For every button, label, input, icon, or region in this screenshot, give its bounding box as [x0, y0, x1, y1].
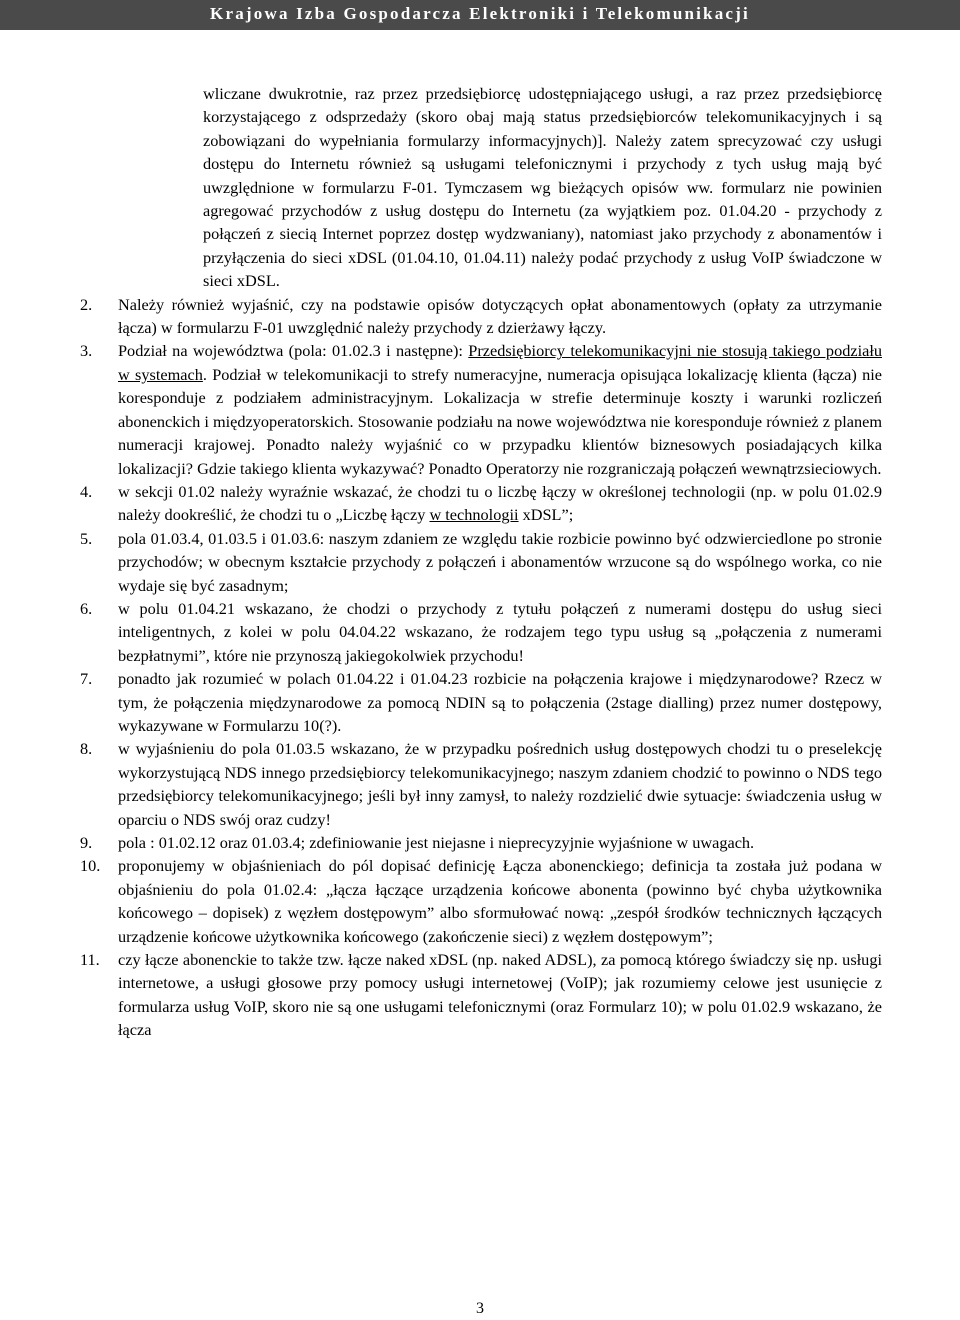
- item-number: 6.: [80, 598, 93, 618]
- item-text: pola : 01.02.12 oraz 01.03.4; zdefiniowanie jest niejasne i nieprecyzyjnie wyjaśnione w uwagach.: [118, 833, 755, 852]
- item-text: ponadto jak rozumieć w polach 01.04.22 i 01.04.23 rozbicie na połączenia krajowe i międzynarodowe? Rzecz w tym, że połączenia międzynarodowe za pomocą NDIN są to połączenia (2stage dialling) przez numer dostępowy, wykazywane w Formularzu 10(?).: [118, 669, 882, 735]
- item-number: 5.: [80, 528, 93, 548]
- document-body: [80, 82, 882, 1042]
- item-number: 10.: [80, 856, 101, 876]
- item-number: 8.: [80, 739, 93, 759]
- item-number: 3.: [80, 341, 93, 361]
- item-number: 4.: [80, 481, 93, 501]
- list-item: [80, 667, 882, 737]
- continuation-paragraph: wliczane dwukrotnie, raz przez przedsiębiorcę udostępniającego usługi, a raz przez przedsiębiorcę korzystającego z odsprzedaży (skoro obaj mają status przedsiębiorców telekomunikacyjnych i są zobowiązani do wypełniania formularzy informacyjnych)]. Należy zatem sprecyzować czy usługi dostępu do Internetu również są usługami telefonicznymi i przychody z tych usług mają być uwzględnione w formularzu F-01. Tymczasem wg bieżących opisów ww. formularz nie powinien agregować przychodów z usług dostępu do Internetu (za wyjątkiem poz. 01.04.20 - przychody z połączeń z siecią Internet poprzez dostęp wydzwaniany), natomiast jako przychody z abonamentów i przyłączenia do sieci xDSL (01.04.10, 01.04.11) należy podać przychody z usług VoIP świadczone w sieci xDSL.: [203, 84, 882, 291]
- item-text: w polu 01.04.21 wskazano, że chodzi o przychody z tytułu połączeń z numerami dostępu do usług sieci inteligentnych, z kolei w polu 04.04.22 wskazano, że rodzajem tego typu usług są „połączenia z numerami bezpłatnymi”, które nie przynoszą jakiegokolwiek przychodu!: [118, 598, 882, 665]
- item-text: Należy również wyjaśnić, czy na podstawie opisów dotyczących opłat abonamentowych (opłaty za utrzymanie łącza) w formularzu F-01 uwzględnić należy przychody z dzierżawy łączy.: [118, 294, 882, 338]
- item-number: 11.: [80, 950, 100, 970]
- list-item: [80, 339, 882, 479]
- list-item: [80, 597, 882, 667]
- item-text-part: Podział na województwa (pola: 01.02.3 i następne):: [118, 341, 469, 361]
- item-number: 7.: [80, 669, 93, 689]
- item-text: czy łącze abonenckie to także tzw. łącze naked xDSL (np. naked ADSL), za pomocą którego świadczy się np. usługi internetowe, a usługi głosowe przy pomocy usługi internetowej (VoIP); jak rozumiemy celowe jest usunięcie z formularza usług VoIP, skoro nie są one usługami telefonicznymi (oraz Formularz 10); w polu 01.02.9 wskazano, że łącza: [118, 950, 882, 1040]
- item-text: proponujemy w objaśnieniach do pól dopisać definicję Łącza abonenckiego; definicja ta została już podana w objaśnieniu do pola 01.02.4: „łącza łączące urządzenia końcowe abonenta (powinno być chyba użytkownika końcowego – dopisek) z węzłem dostępowym” albo sformułować nową: „zespół środków technicznych łączących urządzenie końcowe użytkownika końcowego (zakończenie sieci) z węzłem dostępowym”;: [118, 856, 882, 946]
- underlined-text: Przedsiębiorcy telekomunikacyjni nie stosują takiego podziału w systemach: [118, 341, 882, 384]
- item-text-part: xDSL”;: [518, 505, 574, 525]
- page-header: [0, 0, 960, 30]
- page-number: 3: [476, 1300, 484, 1317]
- list-item: [80, 480, 882, 527]
- item-text-part: w sekcji 01.02 należy wyraźnie wskazać, że chodzi tu o liczbę łączy w określonej technologii (np. w polu 01.02.9 należy dookreślić, że chodzi tu o „Liczbę łączy: [118, 481, 882, 525]
- list-item: [80, 948, 882, 1042]
- list-item: [80, 527, 882, 597]
- item-text-part: . Podział w telekomunikacji to strefy numeracyjne, numeracja opisująca lokalizację klienta (łącza) nie koresponduje z podziałem administracyjnym. Lokalizacja w strefie determinuje koszty i warunki rozliczeń abonenckich i międzyoperatorskich. Stosowanie podziału na nowe województwa nie koresponduje również z planem numeracji krajowej. Ponadto należy wyjaśnić co w przypadku klientów biznesowych posiadających kilka lokalizacji? Gdzie takiego klienta wykazywać? Ponadto Operatorzy nie rozgraniczają połączeń wewnątrzsieciowych.: [118, 364, 882, 478]
- list-item: [80, 737, 882, 831]
- item-text: [118, 480, 882, 527]
- list-item: [80, 831, 882, 854]
- item-number: 2.: [80, 294, 93, 314]
- item-text: [118, 339, 882, 479]
- header-title: Krajowa Izba Gospodarcza Elektroniki i Telekomunikacji: [210, 4, 750, 23]
- item-text: pola 01.03.4, 01.03.5 i 01.03.6: naszym zdaniem ze względu takie rozbicie powinno być odzwierciedlone po stronie przychodów; w obecnym kształcie przychody z połączeń i abonamentów wrzucone są do wspólnego worka, co nie wydaje się być zasadnym;: [118, 528, 882, 595]
- list-item: [80, 854, 882, 948]
- underlined-text: w technologii: [429, 505, 519, 525]
- item-text: w wyjaśnieniu do pola 01.03.5 wskazano, że w przypadku pośrednich usług dostępowych chodzi tu o preselekcję wykorzystującą NDS innego przedsiębiorcy telekomunikacyjnego; naszym zdaniem chodzić to powinno o NDS tego przedsiębiorcy telekomunikacyjnego; jeśli był inny zamysł, to należy rozdzielić dwie sytuacje: świadczenia usług w oparciu o NDS swój oraz cudzy!: [118, 739, 882, 829]
- item-number: 9.: [80, 833, 93, 852]
- list-item: [80, 293, 882, 340]
